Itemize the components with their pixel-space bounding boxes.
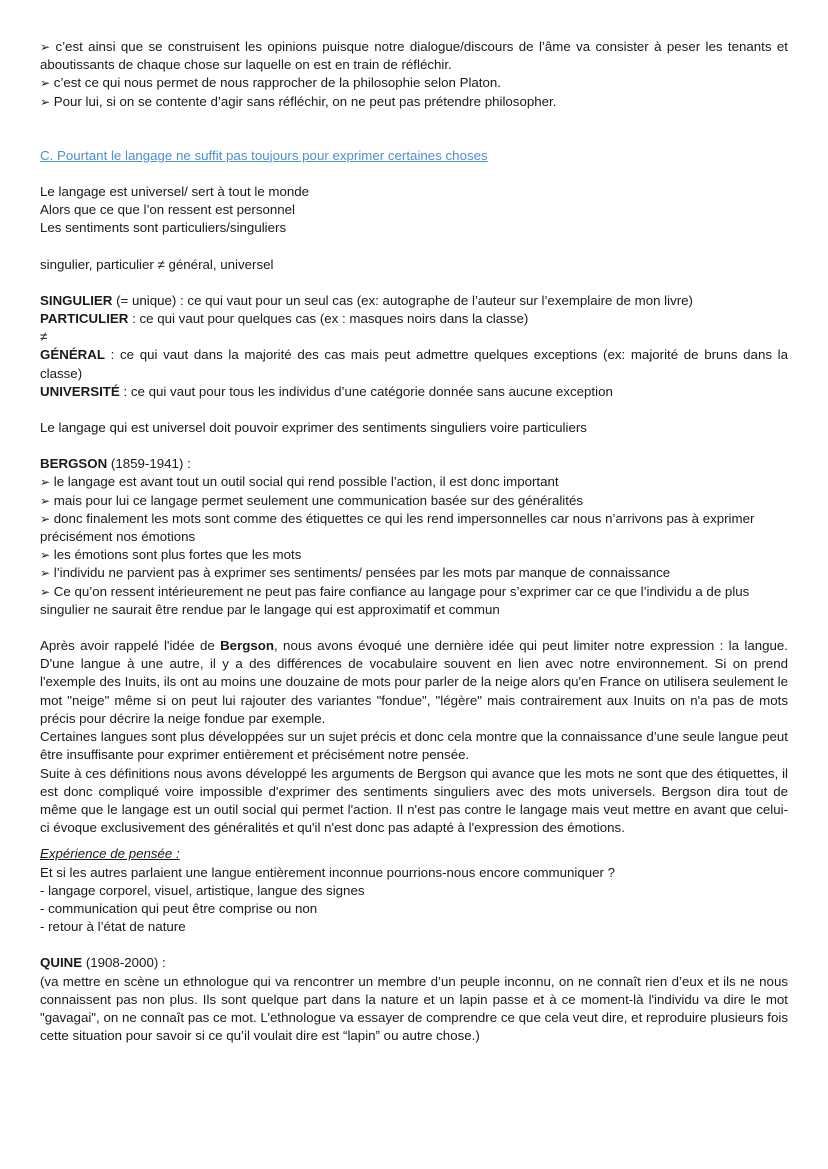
- arrow-bullet-icon: ➢: [40, 584, 51, 599]
- section-heading: [40, 147, 788, 165]
- discussion: [40, 637, 788, 837]
- arrow-bullet-icon: ➢: [40, 548, 51, 563]
- list-item: - langage corporel, visuel, artistique, langue des signes: [40, 882, 365, 898]
- text-line: Alors que ce que l’on ressent est personnel: [40, 202, 296, 218]
- list-item: ➢ c’est ce qui nous permet de nous rapprocher de la philosophie selon Platon.: [40, 75, 501, 91]
- list-item: ➢ mais pour lui ce langage permet seulement une communication basée sur des généralités: [40, 492, 583, 508]
- list-item: ➢ l’individu ne parvient pas à exprimer ses sentiments/ pensées par les mots par manque de connaissance: [40, 565, 671, 581]
- bergson-section: [40, 455, 788, 619]
- not-equal-sign: ≠: [40, 329, 48, 345]
- list-item: - retour à l’état de nature: [40, 919, 186, 935]
- arrow-bullet-icon: ➢: [40, 475, 51, 490]
- term: UNIVERSITÉ: [40, 383, 120, 399]
- definition-singulier: SINGULIER (= unique) : ce qui vaut pour un seul cas (ex: autographe de l’auteur sur l’exemplaire de mon livre): [40, 292, 693, 308]
- bergson-heading: BERGSON (1859-1941) :: [40, 456, 191, 472]
- paragraph: Suite à ces définitions nous avons développé les arguments de Bergson qui avance que les mots ne sont que des étiquettes, il est donc compliqué voire impossible d'exprimer des sentiments singuliers avec des mots universels. Bergson dira tout de même que le langage est un outil social qui permet l'action. Il n'est pas contre le langage mais veut mettre en avant que celui-ci évoque exclusivement des généralités et qu'il n'est donc pas adapté à l'expression des émotions.: [40, 765, 788, 836]
- paragraph: Après avoir rappelé l'idée de Bergson, nous avons évoqué une dernière idée qui peut limiter notre expression : la langue. D'une langue à une autre, il y a des différences de vocabulaire souvent en lien avec notre environnement. Si on prend l'exemple des Inuits, ils ont au moins une douzaine de mots pour parler de la neige alors qu'en France on utilisera seulement le mot "neige" même si on peut lui rajouter des variantes "fondue", "légère" mais contrairement aux Inuits on n'a pas de mots précis pour décrire la neige fondue par exemple.: [40, 638, 788, 726]
- definition-particulier: PARTICULIER : ce qui vaut pour quelques cas (ex : masques noirs dans la classe): [40, 311, 529, 327]
- list-item: ➢ les émotions sont plus fortes que les mots: [40, 547, 302, 563]
- list-item: - communication qui peut être comprise ou non: [40, 900, 318, 916]
- paragraph: (va mettre en scène un ethnologue qui va rencontrer un membre d’un peuple inconnu, on ne connaît rien d’eux et ils ne nous connaissent pas non plus. Ils sont quelque part dans la nature et un lapin passe et à ce moment-là l'individu va dire le mot "gavagai", on ne connaît pas ce mot. L’ethnologue va essayer de comprendre ce que cela veut dire, et reproduire plusieurs fois cette situation pour savoir si ce qu’il voulait dire est “lapin” ou autre chose.): [40, 973, 788, 1044]
- experience-section: [40, 845, 788, 936]
- arrow-bullet-icon: ➢: [40, 94, 51, 109]
- list-item: ➢ donc finalement les mots sont comme des étiquettes ce qui les rend impersonnelles car nous n’arrivons pas à exprimer précisément nos émotions: [40, 510, 755, 545]
- langage-line: Le langage qui est universel doit pouvoir exprimer des sentiments singuliers voire particuliers: [40, 420, 587, 436]
- term: PARTICULIER: [40, 311, 129, 327]
- arrow-bullet-icon: ➢: [40, 566, 51, 581]
- text-line: Le langage est universel/ sert à tout le monde: [40, 184, 310, 200]
- experience-title: Expérience de pensée :: [40, 846, 180, 862]
- list-item: ➢ Pour lui, si on se contente d’agir sans réfléchir, on ne peut pas prétendre philosopher.: [40, 93, 557, 109]
- section-heading-link[interactable]: C. Pourtant le langage ne suffit pas toujours pour exprimer certaines choses: [40, 147, 488, 163]
- definitions: [40, 292, 788, 401]
- quine-heading: QUINE (1908-2000) :: [40, 955, 166, 971]
- list-item: ➢ Ce qu’on ressent intérieurement ne peut pas faire confiance au langage pour s’exprimer car ce que l’individu a de plus singulier ne saurait être rendue par le langage qui est approximatif et commun: [40, 583, 750, 617]
- paragraph: Certaines langues sont plus développées sur un sujet précis et donc cela montre que la connaissance d’une seule langue peut être insuffisante pour exprimer entièrement et précisément notre pensée.: [40, 729, 788, 763]
- experience-question: Et si les autres parlaient une langue entièrement inconnue pourrions-nous encore communiquer ?: [40, 864, 616, 880]
- summary-line: singulier, particulier ≠ général, universel: [40, 256, 274, 272]
- term: GÉNÉRAL: [40, 347, 106, 363]
- intro-bullets: [40, 38, 788, 111]
- arrow-bullet-icon: ➢: [40, 511, 51, 526]
- list-item: ➢ c’est ainsi que se construisent les opinions puisque notre dialogue/discours de l’âme va consister à peser les tenants et aboutissants de chaque chose sur laquelle on est en train de réfléchir.: [40, 39, 788, 73]
- definition-general: GÉNÉRAL : ce qui vaut dans la majorité des cas mais peut admettre quelques exceptions (ex: majorité de bruns dans la classe): [40, 347, 788, 381]
- text-line: Les sentiments sont particuliers/singuliers: [40, 220, 287, 236]
- arrow-bullet-icon: ➢: [40, 40, 51, 54]
- arrow-bullet-icon: ➢: [40, 76, 51, 91]
- quine-section: [40, 954, 788, 1045]
- definition-universite: UNIVERSITÉ : ce qui vaut pour tous les individus d’une catégorie donnée sans aucune exception: [40, 383, 613, 399]
- term: SINGULIER: [40, 292, 113, 308]
- arrow-bullet-icon: ➢: [40, 493, 51, 508]
- list-item: ➢ le langage est avant tout un outil social qui rend possible l’action, il est donc important: [40, 474, 559, 490]
